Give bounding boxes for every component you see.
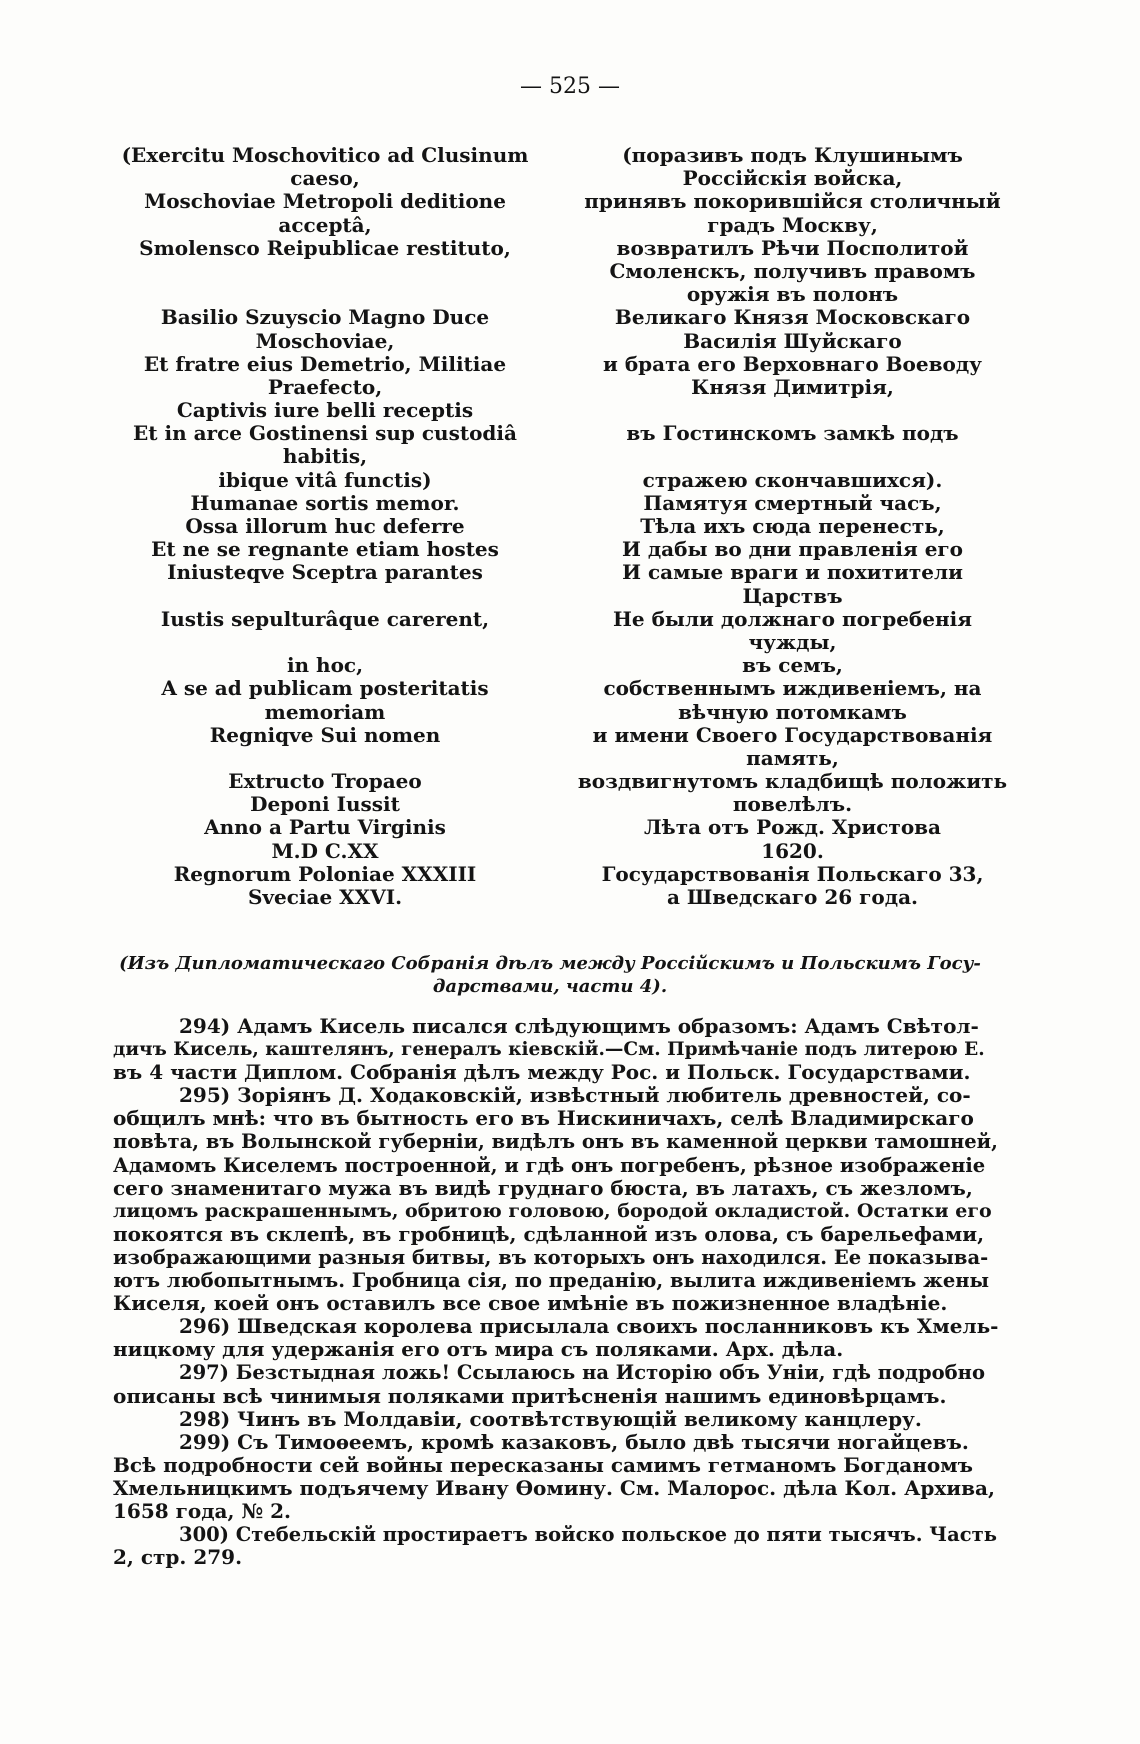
footnote-line: Киселя, коей онъ оставилъ все свое имѣніе въ пожизненное владѣніе. xyxy=(113,1292,948,1316)
russian-line: въ Гостинскомъ замкѣ подъ xyxy=(626,421,959,446)
footnote-line: въ 4 части Диплом. Собранія дѣлъ между Рос. и Польск. Государствами. xyxy=(113,1061,971,1085)
latin-line: Humanae sortis memor. xyxy=(190,490,460,515)
russian-line: И самые враги и похитители xyxy=(622,560,963,585)
latin-line: Regniqve Sui nomen xyxy=(209,722,441,747)
russian-line: Князя Димитрія, xyxy=(691,374,894,399)
footnote-line: 298) Чинъ въ Молдавіи, соотвѣтствующій великому канцлеру. xyxy=(179,1407,922,1431)
footnote-line: лицомъ раскрашеннымъ, обритою головою, бородой окладистой. Остатки его xyxy=(113,1199,992,1222)
footnote-line: 297) Безстыдная ложь! Ссылаюсь на Исторію объ Уніи, гдѣ подробно xyxy=(179,1361,985,1385)
russian-line: Смоленскъ, получивъ правомъ xyxy=(609,258,976,283)
latin-line: Moschoviae, xyxy=(255,328,395,353)
russian-line: Лѣта отъ Рожд. Христова xyxy=(643,815,942,840)
latin-line: caeso, xyxy=(290,166,360,191)
latin-line: Extructo Tropaeo xyxy=(228,769,422,794)
latin-line: Anno a Partu Virginis xyxy=(204,815,446,840)
footnote-line: 296) Шведская королева присылала своихъ посланниковъ къ Хмель- xyxy=(179,1315,999,1339)
russian-line: принявъ покорившійся столичный xyxy=(584,189,1001,214)
russian-line: въ семъ, xyxy=(742,653,843,678)
russian-line: чужды, xyxy=(748,629,837,654)
russian-translation-column xyxy=(560,144,1025,909)
latin-line: Deponi Iussit xyxy=(250,792,400,817)
russian-line: собственнымъ иждивеніемъ, на xyxy=(603,676,982,701)
latin-line: Et fratre eius Demetrio, Militiae xyxy=(143,351,507,376)
page-number: — 525 — xyxy=(520,74,620,99)
footnote-line: сего знаменитаго мужа въ видѣ груднаго бюста, въ латахъ, съ жезломъ, xyxy=(113,1176,973,1200)
latin-line: A se ad publicam posteritatis xyxy=(161,676,489,701)
footnote-line: Всѣ подробности сей войны пересказаны самимъ гетманомъ Богданомъ xyxy=(113,1453,973,1477)
latin-line: Moschoviae Metropoli deditione xyxy=(144,189,506,214)
latin-line: Praefecto, xyxy=(267,374,383,399)
russian-line: Не были должнаго погребенія xyxy=(612,606,972,631)
latin-line: ibique vitâ functis) xyxy=(218,467,432,492)
latin-line: acceptâ, xyxy=(278,212,372,237)
citation-line: дарствами, части 4). xyxy=(432,976,668,997)
russian-line: оружія въ полонъ xyxy=(686,282,899,307)
russian-line: Россійскія войска, xyxy=(682,166,903,191)
latin-line xyxy=(105,631,545,654)
footnote-line: ницкому для удержанія его отъ мира съ поляками. Арх. дѣла. xyxy=(113,1338,844,1362)
latin-line: memoriam xyxy=(264,699,386,724)
footnote-line: повѣта, въ Волынской губерніи, видѣлъ онъ въ каменной церкви тамошней, xyxy=(113,1130,998,1154)
russian-line: Василія Шуйскаго xyxy=(683,328,902,353)
footnote-line: 2, стр. 279. xyxy=(113,1546,243,1570)
citation-line: (Изъ Дипломатическаго Собранія дѣлъ между Россійскимъ и Польскимъ Госу- xyxy=(119,953,981,974)
latin-line: Ossa illorum huc deferre xyxy=(185,514,465,538)
latin-inscription-column xyxy=(105,144,545,909)
russian-line xyxy=(560,399,1025,422)
footnote-line: 294) Адамъ Кисель писался слѣдующимъ образомъ: Адамъ Свѣтол- xyxy=(179,1015,979,1038)
footnote-line: покоятся въ склепѣ, въ гробницѣ, сдѣланной изъ олова, съ барельефами, xyxy=(113,1222,985,1246)
russian-line: Тѣла ихъ сюда перенесть, xyxy=(640,514,945,538)
footnotes-section xyxy=(113,1015,1000,1569)
footnote-line: 300) Стебельскій простираетъ войско польское до пяти тысячъ. Часть xyxy=(179,1523,997,1547)
source-citation xyxy=(100,952,1000,998)
footnote-line: дичъ Кисель, каштелянъ, генералъ кіевскій.—См. Примѣчаніе подъ литерою Е. xyxy=(113,1039,985,1061)
russian-line: (поразивъ подъ Клушинымъ xyxy=(622,143,963,167)
footnote-line: 1658 года, № 2. xyxy=(113,1499,292,1523)
russian-line: Памятуя смертный часъ, xyxy=(643,490,942,515)
latin-line: in hoc, xyxy=(286,653,364,678)
latin-line: Captivis iure belli receptis xyxy=(176,398,474,423)
footnote-line: ютъ любопытнымъ. Гробница сія, по преданію, вылита иждивеніемъ жены xyxy=(113,1269,990,1293)
russian-line: И дабы во дни правленія его xyxy=(621,537,964,562)
footnote-line: Адамомъ Киселемъ построенной, и гдѣ онъ погребенъ, рѣзное изображеніе xyxy=(113,1153,986,1177)
russian-line: градъ Москву, xyxy=(707,212,878,237)
latin-line: Et in arce Gostinensi sup custodiâ xyxy=(133,421,517,446)
russian-line: а Шведскаго 26 года. xyxy=(666,885,918,909)
latin-line xyxy=(105,585,545,608)
latin-line: (Exercitu Moschovitico ad Clusinum xyxy=(121,143,529,167)
russian-line: стражею скончавшихся). xyxy=(642,467,943,492)
russian-line: 1620. xyxy=(761,838,824,863)
latin-line: Basilio Szuyscio Magno Duce xyxy=(160,305,490,330)
russian-line: Царствъ xyxy=(742,583,843,608)
russian-line: и имени Своего Государствованія xyxy=(592,722,993,747)
russian-line: повелѣлъ. xyxy=(732,792,853,817)
latin-line xyxy=(105,747,545,770)
russian-line: вѣчную потомкамъ xyxy=(678,699,907,724)
latin-line xyxy=(105,283,545,306)
latin-line xyxy=(105,260,545,283)
footnote-line: общилъ мнѣ: что въ бытность его въ Нискиничахъ, селѣ Владимирскаго xyxy=(113,1107,974,1131)
latin-line: Sveciae XXVI. xyxy=(247,885,403,909)
latin-line: habitis, xyxy=(282,444,368,469)
russian-line: Великаго Князя Московскаго xyxy=(614,305,971,330)
latin-line: Et ne se regnante etiam hostes xyxy=(151,537,499,562)
russian-line xyxy=(560,445,1025,468)
russian-line: возвратилъ Рѣчи Посполитой xyxy=(616,235,969,260)
footnote-line: 299) Съ Тимоѳеемъ, кромѣ казаковъ, было двѣ тысячи ногайцевъ. xyxy=(179,1430,969,1454)
russian-line: и брата его Верховнаго Воеводу xyxy=(603,351,982,376)
footnote-line: изображающими разныя битвы, въ которыхъ онъ находился. Ее показыва- xyxy=(113,1245,989,1269)
latin-line: Smolensco Reipublicae restituto, xyxy=(139,235,511,260)
latin-line: M.D C.XX xyxy=(271,838,379,863)
russian-line: память, xyxy=(746,745,839,770)
latin-line: Regnorum Poloniae XXXIII xyxy=(173,861,477,886)
footnote-line: Хмельницкимъ подъячему Ивану Ѳомину. См. Малорос. дѣла Кол. Архива, xyxy=(113,1476,995,1500)
footnote-line: 295) Зоріянъ Д. Ходаковскій, извѣстный любитель древностей, со- xyxy=(179,1084,971,1108)
footnote-line: описаны всѣ чинимыя поляками притѣсненія нашимъ единовѣрцамъ. xyxy=(113,1384,947,1408)
latin-line: Iustis sepulturâque carerent, xyxy=(160,606,490,631)
latin-line: Iniusteqve Sceptra parantes xyxy=(167,560,483,585)
russian-line: воздвигнутомъ кладбищѣ положить xyxy=(577,769,1008,794)
russian-line: Государствованія Польскаго 33, xyxy=(601,861,984,886)
